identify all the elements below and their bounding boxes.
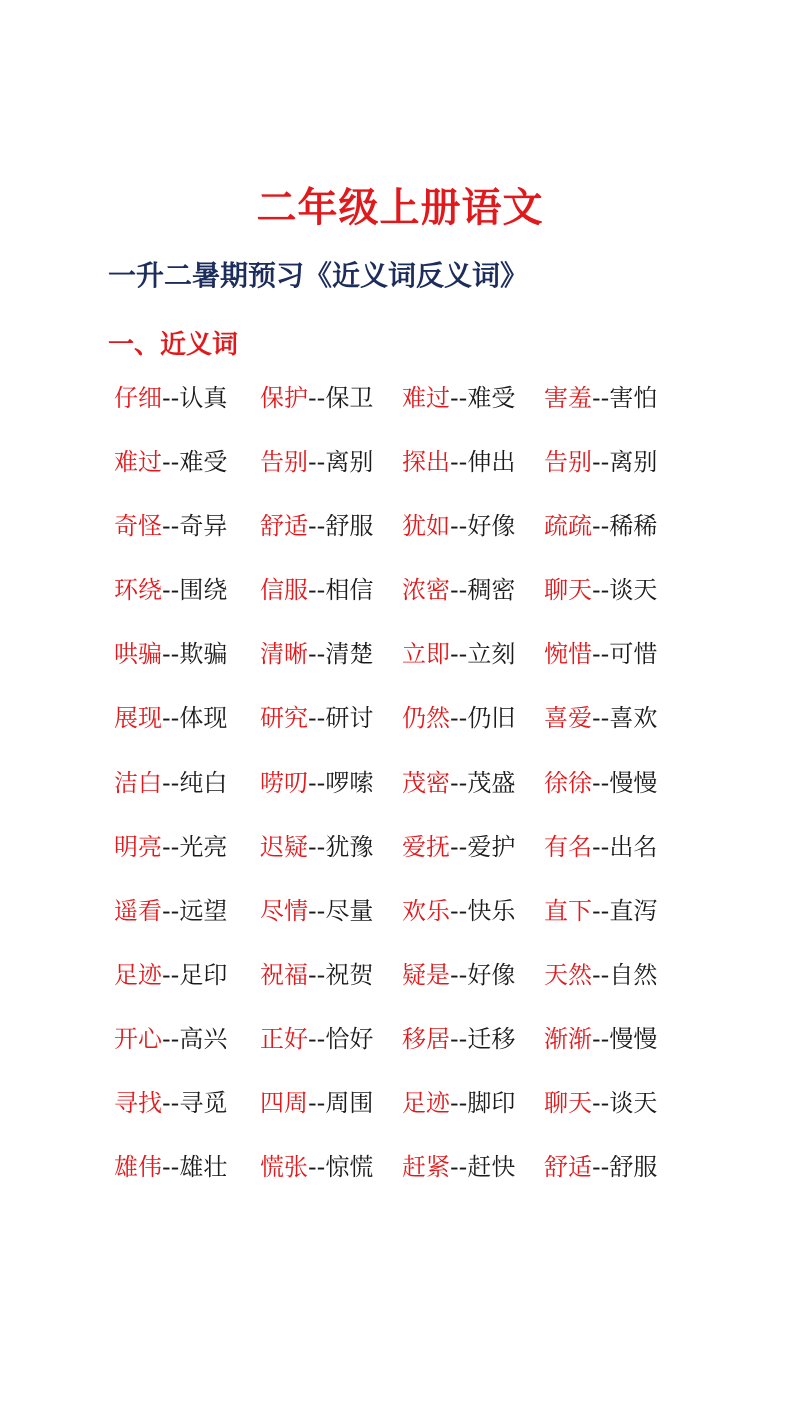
synonym-word: 难过 bbox=[402, 384, 450, 412]
synonym-pair bbox=[544, 955, 657, 995]
synonym-match: 舒服 bbox=[325, 512, 374, 541]
synonym-pair bbox=[114, 891, 227, 931]
pair-separator: -- bbox=[162, 640, 180, 669]
synonym-word: 疑是 bbox=[402, 960, 450, 989]
synonym-match: 清楚 bbox=[325, 640, 374, 669]
synonym-word: 信服 bbox=[260, 576, 308, 605]
synonym-word: 正好 bbox=[260, 1024, 308, 1053]
pair-separator: -- bbox=[162, 1024, 180, 1053]
synonym-pair bbox=[260, 827, 373, 867]
synonym-match: 相信 bbox=[325, 576, 374, 605]
synonym-row bbox=[114, 1147, 714, 1211]
synonym-row bbox=[114, 442, 714, 506]
pair-separator: -- bbox=[308, 448, 326, 477]
synonym-word: 哄骗 bbox=[114, 640, 162, 669]
synonym-pair bbox=[114, 506, 227, 546]
synonym-word: 足迹 bbox=[114, 960, 162, 989]
synonym-match: 研讨 bbox=[325, 704, 374, 733]
synonym-match: 寻觅 bbox=[179, 1089, 228, 1118]
synonym-word: 保护 bbox=[260, 384, 308, 412]
pair-separator: -- bbox=[450, 1024, 468, 1053]
pair-separator: -- bbox=[162, 768, 180, 797]
synonym-pair bbox=[114, 827, 227, 867]
synonym-word: 犹如 bbox=[402, 512, 450, 541]
synonym-match: 可惜 bbox=[609, 640, 658, 669]
pair-separator: -- bbox=[450, 384, 468, 412]
synonym-pair bbox=[402, 378, 515, 418]
pair-separator: -- bbox=[162, 832, 180, 861]
synonym-match: 谈天 bbox=[609, 1089, 658, 1118]
synonym-match: 害怕 bbox=[609, 384, 658, 412]
pair-separator: -- bbox=[592, 448, 610, 477]
synonym-word: 聊天 bbox=[544, 1089, 592, 1118]
synonym-word: 立即 bbox=[402, 640, 450, 669]
pair-separator: -- bbox=[308, 512, 326, 541]
pair-separator: -- bbox=[592, 704, 610, 733]
synonym-match: 离别 bbox=[609, 448, 658, 477]
pair-separator: -- bbox=[162, 576, 180, 605]
synonym-pair bbox=[402, 506, 515, 546]
pair-separator: -- bbox=[308, 1024, 326, 1053]
pair-separator: -- bbox=[450, 512, 468, 541]
synonym-match: 伸出 bbox=[467, 448, 516, 477]
pair-separator: -- bbox=[162, 512, 180, 541]
synonym-match: 舒服 bbox=[609, 1153, 658, 1182]
synonym-match: 好像 bbox=[467, 512, 516, 541]
synonym-word: 遥看 bbox=[114, 896, 162, 925]
page-title: 二年级上册语文 bbox=[256, 185, 544, 231]
synonym-pair bbox=[260, 634, 373, 674]
pair-separator: -- bbox=[592, 384, 610, 412]
synonym-match: 难受 bbox=[467, 384, 516, 412]
synonym-pair bbox=[260, 1019, 373, 1059]
pair-separator: -- bbox=[450, 832, 468, 861]
pair-separator: -- bbox=[450, 960, 468, 989]
synonym-word: 奇怪 bbox=[114, 512, 162, 541]
pair-separator: -- bbox=[308, 960, 326, 989]
synonym-word: 喜爱 bbox=[544, 704, 592, 733]
synonym-word: 徐徐 bbox=[544, 768, 592, 797]
synonym-match: 赶快 bbox=[467, 1153, 516, 1182]
pair-separator: -- bbox=[592, 960, 610, 989]
synonym-pair bbox=[260, 378, 373, 418]
synonym-word: 尽情 bbox=[260, 896, 308, 925]
synonym-word: 仔细 bbox=[114, 384, 162, 412]
synonym-pair bbox=[114, 442, 227, 482]
pair-separator: -- bbox=[450, 768, 468, 797]
synonym-match: 好像 bbox=[467, 960, 516, 989]
synonym-row bbox=[114, 634, 714, 698]
synonym-pair bbox=[544, 378, 657, 418]
synonym-pair bbox=[544, 827, 657, 867]
synonym-match: 周围 bbox=[325, 1089, 374, 1118]
synonym-word: 欢乐 bbox=[402, 896, 450, 925]
synonym-word: 清晰 bbox=[260, 640, 308, 669]
pair-separator: -- bbox=[450, 1089, 468, 1118]
synonym-match: 纯白 bbox=[179, 768, 228, 797]
synonym-match: 欺骗 bbox=[179, 640, 228, 669]
synonym-match: 雄壮 bbox=[179, 1153, 228, 1182]
synonym-word: 惋惜 bbox=[544, 640, 592, 669]
synonym-pair bbox=[402, 570, 515, 610]
synonym-pair bbox=[544, 1019, 657, 1059]
pair-separator: -- bbox=[450, 1153, 468, 1182]
page-subtitle: 一升二暑期预习《近义词反义词》 bbox=[108, 259, 529, 292]
pair-separator: -- bbox=[308, 896, 326, 925]
pair-separator: -- bbox=[308, 768, 326, 797]
synonym-word: 环绕 bbox=[114, 576, 162, 605]
synonym-word: 疏疏 bbox=[544, 512, 592, 541]
synonym-match: 立刻 bbox=[467, 640, 516, 669]
synonym-pair bbox=[114, 570, 227, 610]
pair-separator: -- bbox=[592, 512, 610, 541]
synonym-word: 爱抚 bbox=[402, 832, 450, 861]
synonym-word: 舒适 bbox=[260, 512, 308, 541]
pair-separator: -- bbox=[592, 1089, 610, 1118]
synonym-word: 有名 bbox=[544, 832, 592, 861]
synonym-row bbox=[114, 378, 714, 442]
synonym-pair bbox=[544, 1083, 657, 1123]
synonym-word: 聊天 bbox=[544, 576, 592, 605]
pair-separator: -- bbox=[592, 768, 610, 797]
synonym-match: 足印 bbox=[179, 960, 228, 989]
pair-separator: -- bbox=[162, 1089, 180, 1118]
synonym-word: 开心 bbox=[114, 1024, 162, 1053]
synonym-word: 害羞 bbox=[544, 384, 592, 412]
synonym-pair bbox=[260, 763, 373, 803]
synonym-pair bbox=[544, 891, 657, 931]
pair-separator: -- bbox=[308, 640, 326, 669]
synonym-match: 稀稀 bbox=[609, 512, 658, 541]
synonym-match: 茂盛 bbox=[467, 768, 516, 797]
synonym-pair bbox=[114, 763, 227, 803]
synonym-match: 远望 bbox=[179, 896, 228, 925]
synonym-match: 保卫 bbox=[325, 384, 374, 412]
pair-separator: -- bbox=[592, 896, 610, 925]
synonym-pair bbox=[402, 634, 515, 674]
synonym-pair bbox=[114, 378, 227, 418]
pair-separator: -- bbox=[162, 896, 180, 925]
synonym-pair bbox=[114, 1083, 227, 1123]
synonym-pair bbox=[260, 891, 373, 931]
synonym-word: 寻找 bbox=[114, 1089, 162, 1118]
synonym-pair bbox=[402, 1147, 515, 1187]
pair-separator: -- bbox=[308, 704, 326, 733]
synonym-pair bbox=[544, 442, 657, 482]
synonym-word: 展现 bbox=[114, 704, 162, 733]
pair-separator: -- bbox=[450, 704, 468, 733]
synonym-pair bbox=[114, 1019, 227, 1059]
pair-separator: -- bbox=[592, 576, 610, 605]
synonym-pair bbox=[114, 955, 227, 995]
synonym-pair bbox=[544, 506, 657, 546]
synonym-word: 四周 bbox=[260, 1089, 308, 1118]
pair-separator: -- bbox=[308, 1153, 326, 1182]
synonym-word: 天然 bbox=[544, 960, 592, 989]
synonym-match: 谈天 bbox=[609, 576, 658, 605]
synonym-word: 移居 bbox=[402, 1024, 450, 1053]
synonym-match: 认真 bbox=[179, 384, 228, 412]
synonym-row bbox=[114, 1019, 714, 1083]
pair-separator: -- bbox=[162, 448, 180, 477]
synonym-match: 高兴 bbox=[179, 1024, 228, 1053]
synonym-match: 离别 bbox=[325, 448, 374, 477]
synonym-pair bbox=[260, 1083, 373, 1123]
synonym-word: 雄伟 bbox=[114, 1153, 162, 1182]
synonym-row bbox=[114, 1083, 714, 1147]
pair-separator: -- bbox=[308, 832, 326, 861]
synonym-match: 光亮 bbox=[179, 832, 228, 861]
pair-separator: -- bbox=[592, 1024, 610, 1053]
synonym-row bbox=[114, 506, 714, 570]
synonym-row bbox=[114, 891, 714, 955]
synonym-word: 祝福 bbox=[260, 960, 308, 989]
synonym-word: 茂密 bbox=[402, 768, 450, 797]
synonym-match: 喜欢 bbox=[609, 704, 658, 733]
synonym-word: 告别 bbox=[544, 448, 592, 477]
synonym-row bbox=[114, 827, 714, 891]
synonym-pair bbox=[544, 570, 657, 610]
synonym-word: 仍然 bbox=[402, 704, 450, 733]
synonym-match: 快乐 bbox=[467, 896, 516, 925]
synonym-match: 仍旧 bbox=[467, 704, 516, 733]
synonym-word: 迟疑 bbox=[260, 832, 308, 861]
synonym-match: 迁移 bbox=[467, 1024, 516, 1053]
synonym-match: 自然 bbox=[609, 960, 658, 989]
synonym-pair bbox=[402, 1019, 515, 1059]
synonym-pair bbox=[402, 891, 515, 931]
pair-separator: -- bbox=[162, 1153, 180, 1182]
pair-separator: -- bbox=[308, 576, 326, 605]
synonym-match: 惊慌 bbox=[325, 1153, 374, 1182]
synonym-match: 稠密 bbox=[467, 576, 516, 605]
synonym-pair bbox=[260, 955, 373, 995]
pair-separator: -- bbox=[450, 448, 468, 477]
synonym-match: 爱护 bbox=[467, 832, 516, 861]
pair-separator: -- bbox=[162, 704, 180, 733]
synonym-match: 奇异 bbox=[179, 512, 228, 541]
synonym-word: 告别 bbox=[260, 448, 308, 477]
synonym-match: 慢慢 bbox=[609, 768, 658, 797]
synonym-pair bbox=[544, 1147, 657, 1187]
synonym-pair bbox=[402, 698, 515, 738]
synonym-word: 洁白 bbox=[114, 768, 162, 797]
synonym-pair bbox=[544, 634, 657, 674]
pair-separator: -- bbox=[592, 640, 610, 669]
pair-separator: -- bbox=[592, 832, 610, 861]
synonym-pair bbox=[114, 698, 227, 738]
pair-separator: -- bbox=[308, 384, 326, 412]
synonym-word: 探出 bbox=[402, 448, 450, 477]
synonym-pair bbox=[402, 442, 515, 482]
synonym-word: 明亮 bbox=[114, 832, 162, 861]
pair-separator: -- bbox=[592, 1153, 610, 1182]
synonym-pair bbox=[260, 698, 373, 738]
synonym-match: 慢慢 bbox=[609, 1024, 658, 1053]
synonym-word: 难过 bbox=[114, 448, 162, 477]
synonym-grid bbox=[114, 378, 714, 1211]
synonym-pair bbox=[260, 570, 373, 610]
synonym-row bbox=[114, 570, 714, 634]
synonym-word: 唠叨 bbox=[260, 768, 308, 797]
synonym-match: 出名 bbox=[609, 832, 658, 861]
synonym-row bbox=[114, 763, 714, 827]
synonym-match: 围绕 bbox=[179, 576, 228, 605]
synonym-word: 赶紧 bbox=[402, 1153, 450, 1182]
synonym-pair bbox=[260, 506, 373, 546]
synonym-pair bbox=[260, 442, 373, 482]
pair-separator: -- bbox=[162, 384, 180, 412]
synonym-word: 浓密 bbox=[402, 576, 450, 605]
synonym-match: 恰好 bbox=[325, 1024, 374, 1053]
pair-separator: -- bbox=[162, 960, 180, 989]
synonym-match: 直泻 bbox=[609, 896, 658, 925]
pair-separator: -- bbox=[450, 640, 468, 669]
synonym-pair bbox=[402, 955, 515, 995]
synonym-pair bbox=[402, 1083, 515, 1123]
synonym-match: 难受 bbox=[179, 448, 228, 477]
synonym-match: 脚印 bbox=[467, 1089, 516, 1118]
synonym-pair bbox=[114, 1147, 227, 1187]
synonym-word: 直下 bbox=[544, 896, 592, 925]
synonym-pair bbox=[544, 763, 657, 803]
synonym-row bbox=[114, 955, 714, 1019]
synonym-match: 体现 bbox=[179, 704, 228, 733]
synonym-word: 舒适 bbox=[544, 1153, 592, 1182]
section-heading-synonyms: 一、近义词 bbox=[108, 330, 239, 360]
synonym-match: 犹豫 bbox=[325, 832, 374, 861]
pair-separator: -- bbox=[450, 576, 468, 605]
synonym-pair bbox=[402, 763, 515, 803]
synonym-match: 啰嗦 bbox=[325, 768, 374, 797]
synonym-pair bbox=[260, 1147, 373, 1187]
synonym-pair bbox=[402, 827, 515, 867]
synonym-match: 祝贺 bbox=[325, 960, 374, 989]
synonym-word: 研究 bbox=[260, 704, 308, 733]
synonym-pair bbox=[544, 698, 657, 738]
synonym-word: 慌张 bbox=[260, 1153, 308, 1182]
synonym-row bbox=[114, 698, 714, 762]
synonym-word: 渐渐 bbox=[544, 1024, 592, 1053]
pair-separator: -- bbox=[308, 1089, 326, 1118]
synonym-word: 足迹 bbox=[402, 1089, 450, 1118]
pair-separator: -- bbox=[450, 896, 468, 925]
synonym-pair bbox=[114, 634, 227, 674]
synonym-match: 尽量 bbox=[325, 896, 374, 925]
